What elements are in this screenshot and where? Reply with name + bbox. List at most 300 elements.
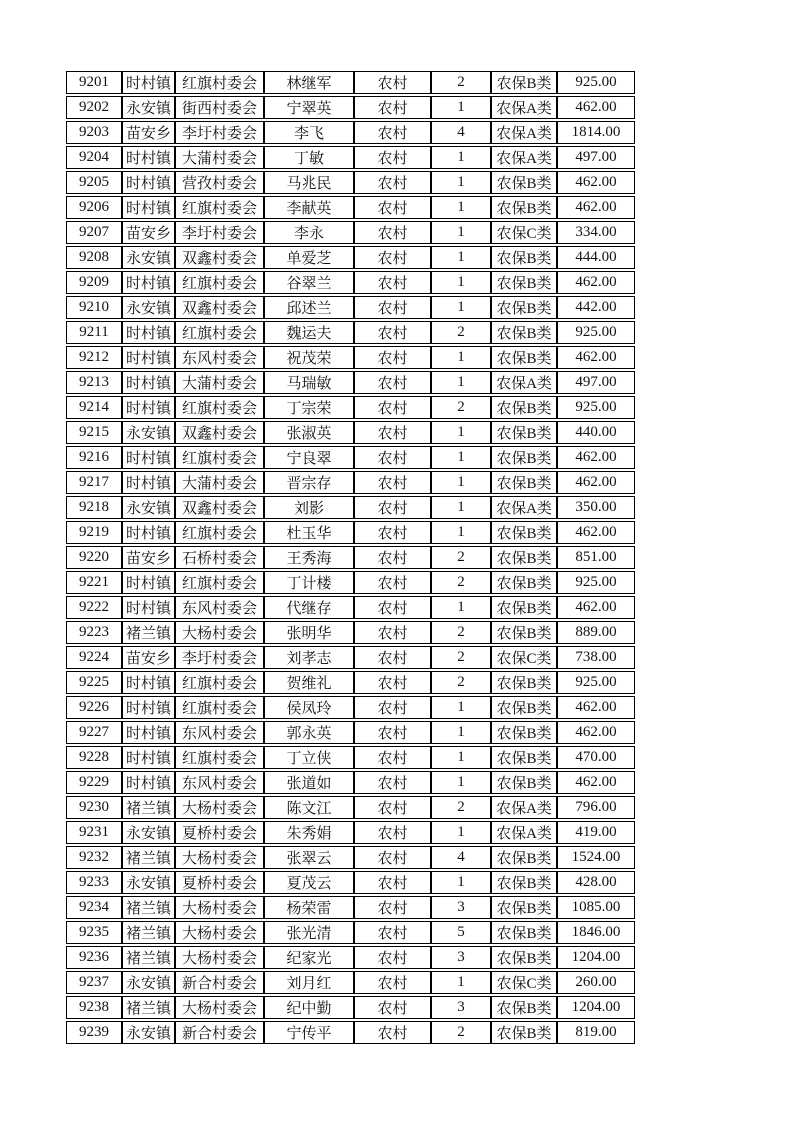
table-cell: 462.00 [557,696,635,719]
table-row [66,646,635,669]
table-cell: 大杨村委会 [175,896,264,919]
table-row [66,821,635,844]
table-cell: 夏茂云 [264,871,354,894]
table-cell: 1846.00 [557,921,635,944]
table-cell: 张翠云 [264,846,354,869]
table-row [66,896,635,919]
table-cell: 苗安乡 [122,546,175,569]
table-cell: 9213 [66,371,122,394]
table-cell: 时村镇 [122,71,175,94]
table-row [66,321,635,344]
table-cell: 农村 [354,946,431,969]
table-cell: 9239 [66,1021,122,1044]
table-cell: 时村镇 [122,196,175,219]
table-row [66,246,635,269]
table-cell: 3 [431,896,491,919]
table-cell: 9215 [66,421,122,444]
table-cell: 农村 [354,746,431,769]
table-cell: 农保B类 [491,696,557,719]
table-cell: 农村 [354,446,431,469]
table-cell: 440.00 [557,421,635,444]
table-cell: 9221 [66,571,122,594]
table-cell: 农保B类 [491,996,557,1019]
table-cell: 侯凤玲 [264,696,354,719]
table-cell: 马瑞敏 [264,371,354,394]
table-cell: 红旗村委会 [175,746,264,769]
table-cell: 农保B类 [491,846,557,869]
table-cell: 1 [431,471,491,494]
table-row [66,171,635,194]
table-cell: 杜玉华 [264,521,354,544]
table-cell: 1 [431,771,491,794]
table-cell: 李圩村委会 [175,646,264,669]
table-cell: 农村 [354,146,431,169]
table-cell: 9231 [66,821,122,844]
table-cell: 丁敏 [264,146,354,169]
table-cell: 农保B类 [491,671,557,694]
table-cell: 2 [431,671,491,694]
table-cell: 农村 [354,871,431,894]
table-cell: 农保B类 [491,71,557,94]
table-cell: 农保B类 [491,1021,557,1044]
table-cell: 462.00 [557,446,635,469]
table-cell: 9238 [66,996,122,1019]
table-cell: 刘孝志 [264,646,354,669]
table-cell: 9222 [66,596,122,619]
table-cell: 851.00 [557,546,635,569]
table-cell: 9230 [66,796,122,819]
table-cell: 462.00 [557,721,635,744]
table-row [66,471,635,494]
table-cell: 农保B类 [491,346,557,369]
table-cell: 张明华 [264,621,354,644]
table-cell: 农村 [354,546,431,569]
table-cell: 褚兰镇 [122,946,175,969]
table-cell: 889.00 [557,621,635,644]
table-cell: 农村 [354,596,431,619]
table-cell: 农保B类 [491,271,557,294]
table-cell: 红旗村委会 [175,571,264,594]
table-row [66,721,635,744]
table-cell: 9210 [66,296,122,319]
table-cell: 462.00 [557,271,635,294]
table-cell: 9207 [66,221,122,244]
table-cell: 9201 [66,71,122,94]
table-cell: 农保B类 [491,746,557,769]
table-cell: 农保A类 [491,821,557,844]
table-cell: 农保C类 [491,971,557,994]
table-cell: 农村 [354,96,431,119]
table-cell: 邱述兰 [264,296,354,319]
table-cell: 444.00 [557,246,635,269]
table-cell: 时村镇 [122,721,175,744]
table-cell: 大杨村委会 [175,796,264,819]
table-cell: 2 [431,71,491,94]
table-cell: 农村 [354,346,431,369]
table-cell: 大杨村委会 [175,946,264,969]
table-cell: 朱秀娟 [264,821,354,844]
table-row [66,346,635,369]
table-cell: 红旗村委会 [175,396,264,419]
table-cell: 925.00 [557,396,635,419]
table-cell: 1 [431,96,491,119]
table-cell: 时村镇 [122,346,175,369]
table-cell: 时村镇 [122,446,175,469]
table-cell: 1 [431,521,491,544]
table-cell: 1 [431,496,491,519]
table-cell: 农村 [354,171,431,194]
table-cell: 纪中勤 [264,996,354,1019]
table-cell: 时村镇 [122,771,175,794]
table-cell: 新合村委会 [175,971,264,994]
table-cell: 9204 [66,146,122,169]
table-cell: 1 [431,371,491,394]
table-cell: 时村镇 [122,746,175,769]
table-cell: 新合村委会 [175,1021,264,1044]
table-cell: 462.00 [557,196,635,219]
table-cell: 宁传平 [264,1021,354,1044]
table-cell: 张光清 [264,921,354,944]
table-cell: 农保B类 [491,421,557,444]
table-cell: 红旗村委会 [175,671,264,694]
table-cell: 925.00 [557,571,635,594]
table-cell: 永安镇 [122,496,175,519]
table-cell: 农保B类 [491,396,557,419]
table-cell: 462.00 [557,471,635,494]
table-cell: 1 [431,171,491,194]
table-cell: 334.00 [557,221,635,244]
table-cell: 褚兰镇 [122,621,175,644]
table-cell: 2 [431,796,491,819]
table-cell: 9208 [66,246,122,269]
table-cell: 农村 [354,271,431,294]
table-cell: 农村 [354,896,431,919]
table-cell: 永安镇 [122,821,175,844]
table-cell: 农保C类 [491,646,557,669]
table-cell: 1 [431,721,491,744]
table-row [66,296,635,319]
table-cell: 9226 [66,696,122,719]
table-cell: 陈文江 [264,796,354,819]
table-row [66,446,635,469]
table-row [66,696,635,719]
table-cell: 晋宗存 [264,471,354,494]
table-cell: 永安镇 [122,246,175,269]
table-cell: 时村镇 [122,696,175,719]
table-cell: 褚兰镇 [122,921,175,944]
table-cell: 9209 [66,271,122,294]
table-cell: 刘月红 [264,971,354,994]
table-cell: 1 [431,871,491,894]
table-cell: 农保B类 [491,321,557,344]
table-cell: 丁计楼 [264,571,354,594]
table-cell: 9216 [66,446,122,469]
table-cell: 农保A类 [491,121,557,144]
table-cell: 魏运夫 [264,321,354,344]
table-cell: 红旗村委会 [175,696,264,719]
table-cell: 农村 [354,396,431,419]
table-cell: 永安镇 [122,1021,175,1044]
table-cell: 农村 [354,821,431,844]
table-cell: 497.00 [557,371,635,394]
table-row [66,596,635,619]
table-cell: 农村 [354,496,431,519]
table-cell: 419.00 [557,821,635,844]
table-cell: 农保B类 [491,471,557,494]
table-row [66,396,635,419]
table-cell: 永安镇 [122,96,175,119]
table-cell: 夏桥村委会 [175,871,264,894]
table-cell: 红旗村委会 [175,446,264,469]
table-cell: 农保A类 [491,796,557,819]
table-row [66,871,635,894]
table-cell: 农保B类 [491,246,557,269]
table-cell: 1 [431,746,491,769]
table-cell: 时村镇 [122,521,175,544]
table-cell: 农保B类 [491,596,557,619]
table-cell: 大蒲村委会 [175,146,264,169]
table-cell: 农村 [354,521,431,544]
table-cell: 9227 [66,721,122,744]
table-cell: 红旗村委会 [175,321,264,344]
table-cell: 9203 [66,121,122,144]
table-cell: 褚兰镇 [122,796,175,819]
table-cell: 2 [431,396,491,419]
table-cell: 东风村委会 [175,721,264,744]
table-cell: 819.00 [557,1021,635,1044]
table-cell: 农保C类 [491,221,557,244]
table-row [66,521,635,544]
table-row [66,421,635,444]
table-cell: 农保A类 [491,496,557,519]
benefits-table [66,69,635,1046]
table-cell: 张道如 [264,771,354,794]
table-row [66,771,635,794]
table-cell: 1204.00 [557,946,635,969]
table-cell: 9225 [66,671,122,694]
table-cell: 农保B类 [491,546,557,569]
table-row [66,996,635,1019]
table-cell: 农村 [354,371,431,394]
table-cell: 农保B类 [491,196,557,219]
table-cell: 925.00 [557,321,635,344]
table-cell: 1 [431,146,491,169]
table-cell: 大杨村委会 [175,921,264,944]
table-cell: 贺维礼 [264,671,354,694]
table-cell: 纪家光 [264,946,354,969]
table-row [66,371,635,394]
table-cell: 农村 [354,246,431,269]
table-cell: 祝茂荣 [264,346,354,369]
table-cell: 时村镇 [122,671,175,694]
table-row [66,71,635,94]
table-cell: 9218 [66,496,122,519]
table-cell: 农保B类 [491,921,557,944]
table-cell: 9232 [66,846,122,869]
table-cell: 宁翠英 [264,96,354,119]
table-cell: 1 [431,221,491,244]
table-cell: 1524.00 [557,846,635,869]
table-cell: 农保A类 [491,371,557,394]
table-cell: 农村 [354,421,431,444]
table-cell: 褚兰镇 [122,846,175,869]
table-cell: 李圩村委会 [175,221,264,244]
table-row [66,271,635,294]
table-cell: 1204.00 [557,996,635,1019]
table-cell: 428.00 [557,871,635,894]
table-row [66,946,635,969]
table-cell: 796.00 [557,796,635,819]
table-row [66,546,635,569]
table-row [66,1021,635,1044]
table-cell: 农村 [354,721,431,744]
table-cell: 农村 [354,671,431,694]
table-cell: 农村 [354,621,431,644]
table-row [66,196,635,219]
table-cell: 9237 [66,971,122,994]
table-cell: 李圩村委会 [175,121,264,144]
table-cell: 农保A类 [491,146,557,169]
table-cell: 农村 [354,321,431,344]
table-cell: 农村 [354,921,431,944]
table-cell: 郭永英 [264,721,354,744]
table-cell: 925.00 [557,671,635,694]
table-cell: 农村 [354,996,431,1019]
table-cell: 9206 [66,196,122,219]
table-cell: 农村 [354,471,431,494]
table-row [66,621,635,644]
table-cell: 农村 [354,296,431,319]
table-cell: 9214 [66,396,122,419]
table-cell: 1814.00 [557,121,635,144]
table-cell: 农村 [354,571,431,594]
table-cell: 1 [431,246,491,269]
table-cell: 大杨村委会 [175,846,264,869]
table-cell: 刘影 [264,496,354,519]
table-cell: 时村镇 [122,571,175,594]
table-cell: 1 [431,296,491,319]
table-cell: 丁宗荣 [264,396,354,419]
table-cell: 时村镇 [122,371,175,394]
table-cell: 大杨村委会 [175,621,264,644]
table-cell: 1085.00 [557,896,635,919]
table-cell: 1 [431,196,491,219]
table-cell: 李飞 [264,121,354,144]
table-cell: 双鑫村委会 [175,246,264,269]
table-cell: 5 [431,921,491,944]
table-cell: 农村 [354,696,431,719]
table-cell: 红旗村委会 [175,196,264,219]
table-cell: 宁良翠 [264,446,354,469]
table-cell: 时村镇 [122,471,175,494]
table-cell: 永安镇 [122,871,175,894]
table-cell: 9220 [66,546,122,569]
table-row [66,971,635,994]
table-cell: 4 [431,121,491,144]
table-cell: 1 [431,971,491,994]
table-cell: 农村 [354,71,431,94]
table-cell: 9228 [66,746,122,769]
table-cell: 2 [431,321,491,344]
table-row [66,146,635,169]
table-cell: 9219 [66,521,122,544]
table-cell: 农保B类 [491,721,557,744]
table-cell: 2 [431,1021,491,1044]
table-cell: 9224 [66,646,122,669]
table-cell: 1 [431,821,491,844]
table-row [66,496,635,519]
table-cell: 苗安乡 [122,121,175,144]
table-cell: 永安镇 [122,971,175,994]
table-cell: 杨荣雷 [264,896,354,919]
table-cell: 褚兰镇 [122,896,175,919]
table-cell: 农村 [354,646,431,669]
table-cell: 时村镇 [122,596,175,619]
table-cell: 红旗村委会 [175,521,264,544]
table-cell: 时村镇 [122,321,175,344]
table-row [66,746,635,769]
table-cell: 农保B类 [491,871,557,894]
table-cell: 张淑英 [264,421,354,444]
table-cell: 夏桥村委会 [175,821,264,844]
table-cell: 街西村委会 [175,96,264,119]
table-cell: 9229 [66,771,122,794]
table-cell: 农村 [354,771,431,794]
table-row [66,221,635,244]
table-cell: 时村镇 [122,271,175,294]
table-cell: 2 [431,621,491,644]
table-cell: 农保B类 [491,771,557,794]
table-cell: 农保B类 [491,571,557,594]
table-cell: 462.00 [557,171,635,194]
table-cell: 462.00 [557,521,635,544]
table-cell: 4 [431,846,491,869]
table-cell: 双鑫村委会 [175,496,264,519]
table-cell: 石桥村委会 [175,546,264,569]
table-cell: 农保B类 [491,446,557,469]
table-cell: 2 [431,571,491,594]
table-cell: 1 [431,696,491,719]
table-cell: 350.00 [557,496,635,519]
table-cell: 9212 [66,346,122,369]
table-cell: 林继军 [264,71,354,94]
table-cell: 1 [431,271,491,294]
table-cell: 442.00 [557,296,635,319]
table-body [66,71,635,1044]
table-cell: 1 [431,421,491,444]
table-cell: 营孜村委会 [175,171,264,194]
table-cell: 462.00 [557,596,635,619]
table-cell: 东风村委会 [175,771,264,794]
table-cell: 9234 [66,896,122,919]
table-cell: 260.00 [557,971,635,994]
table-cell: 大蒲村委会 [175,371,264,394]
table-cell: 470.00 [557,746,635,769]
table-cell: 1 [431,446,491,469]
table-cell: 1 [431,346,491,369]
table-cell: 1 [431,596,491,619]
table-cell: 谷翠兰 [264,271,354,294]
table-cell: 李献英 [264,196,354,219]
table-cell: 497.00 [557,146,635,169]
table-row [66,796,635,819]
table-cell: 农村 [354,121,431,144]
table-cell: 2 [431,546,491,569]
table-cell: 永安镇 [122,296,175,319]
table-row [66,846,635,869]
table-cell: 9205 [66,171,122,194]
table-row [66,96,635,119]
